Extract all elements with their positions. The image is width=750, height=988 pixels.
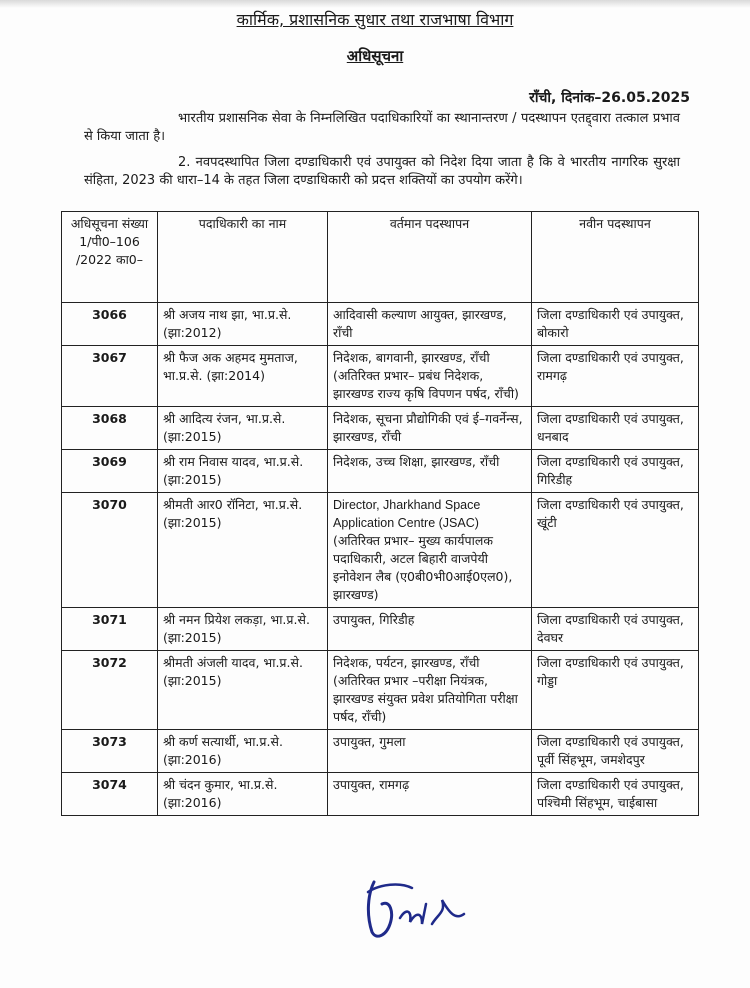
signature [360,874,470,944]
officer-name: श्री राम निवास यादव, भा.प्र.से. (झा:2015) [158,450,328,493]
table-row [62,450,699,493]
current-posting: उपायुक्त, रामगढ़ [328,773,532,816]
posting-table [61,211,699,816]
table-row [62,493,699,608]
current-posting-cell [328,493,532,608]
notification-number: 3066 [62,303,158,346]
scan-edge [0,0,750,8]
current-posting: उपायुक्त, गुमला [328,730,532,773]
notification-number: 3067 [62,346,158,407]
header-current-posting: वर्तमान पदस्थापन [328,212,532,303]
officer-name: श्री नमन प्रियेश लकड़ा, भा.प्र.से. (झा:2015) [158,608,328,651]
table-row [62,303,699,346]
notification-number: 3069 [62,450,158,493]
notification-title: अधिसूचना [346,47,404,65]
new-posting: जिला दण्डाधिकारी एवं उपायुक्त, खूंटी [532,493,699,608]
new-posting: जिला दण्डाधिकारी एवं उपायुक्त, देवघर [532,608,699,651]
notification-number: 3072 [62,651,158,730]
header-officer-name: पदाधिकारी का नाम [158,212,328,303]
table-row [62,608,699,651]
current-posting: उपायुक्त, गिरिडीह [328,608,532,651]
new-posting: जिला दण्डाधिकारी एवं उपायुक्त, गिरिडीह [532,450,699,493]
paragraph-2: 2. नवपदस्थापित जिला दण्डाधिकारी एवं उपायुक्त को निदेश दिया जाता है कि वे भारतीय नागरिक सुरक्षा संहिता, 2023 की धारा–14 के तहत जिला दण्डाधिकारी को प्रदत्त शक्तियों का उपयोग करेंगे। [84,155,680,188]
header-new-posting: नवीन पदस्थापन [532,212,699,303]
table-row [62,730,699,773]
table-row [62,346,699,407]
officer-name: श्री चंदन कुमार, भा.प्र.से. (झा:2016) [158,773,328,816]
current-posting: निदेशक, उच्च शिक्षा, झारखण्ड, राँची [328,450,532,493]
current-posting-english: Director, Jharkhand Space Application Centre (JSAC) [333,498,481,530]
officer-name: श्री फैज अक अहमद मुमताज, भा.प्र.से. (झा:2014) [158,346,328,407]
notification-number: 3068 [62,407,158,450]
notification-number: 3070 [62,493,158,608]
officer-name: श्री कर्ण सत्यार्थी, भा.प्र.से. (झा:2016) [158,730,328,773]
new-posting: जिला दण्डाधिकारी एवं उपायुक्त, पश्चिमी सिंहभूम, चाईबासा [532,773,699,816]
new-posting: जिला दण्डाधिकारी एवं उपायुक्त, गोड्डा [532,651,699,730]
notification-number: 3074 [62,773,158,816]
table-header-row [62,212,699,303]
current-posting: (अतिरिक्त प्रभार– मुख्य कार्यपालक पदाधिकारी, अटल बिहारी वाजपेयी इनोवेशन लैब (ए0बी0भी0आई0एल0), झारखण्ड) [333,533,513,602]
new-posting: जिला दण्डाधिकारी एवं उपायुक्त, रामगढ़ [532,346,699,407]
new-posting: जिला दण्डाधिकारी एवं उपायुक्त, धनबाद [532,407,699,450]
officer-name: श्रीमती अंजली यादव, भा.प्र.से. (झा:2015) [158,651,328,730]
new-posting: जिला दण्डाधिकारी एवं उपायुक्त, बोकारो [532,303,699,346]
header-notification-number: अधिसूचना संख्या 1/पी0–106 /2022 का0– [62,212,158,303]
table-row [62,651,699,730]
notification-number: 3073 [62,730,158,773]
new-posting: जिला दण्डाधिकारी एवं उपायुक्त, पूर्वी सिंहभूम, जमशेदपुर [532,730,699,773]
current-posting: निदेशक, सूचना प्रौद्योगिकी एवं ई–गवर्नेन्स, झारखण्ड, राँची [328,407,532,450]
current-posting: निदेशक, पर्यटन, झारखण्ड, राँची (अतिरिक्त प्रभार –परीक्षा नियंत्रक, झारखण्ड संयुक्त प्रवेश प्रतियोगिता परीक्षा पर्षद, राँची) [328,651,532,730]
table-row [62,407,699,450]
officer-name: श्रीमती आर0 रॉनिटा, भा.प्र.से. (झा:2015) [158,493,328,608]
table-row [62,773,699,816]
notification-number: 3071 [62,608,158,651]
place-date: राँची, दिनांक–26.05.2025 [529,90,690,106]
paragraph-1: भारतीय प्रशासनिक सेवा के निम्नलिखित पदाधिकारियों का स्थानान्तरण / पदस्थापन एतद्द्वारा तत्काल प्रभाव से किया जाता है। [84,111,680,144]
officer-name: श्री अजय नाथ झा, भा.प्र.से. (झा:2012) [158,303,328,346]
department-heading: कार्मिक, प्रशासनिक सुधार तथा राजभाषा विभाग [236,10,514,29]
current-posting: निदेशक, बागवानी, झारखण्ड, राँची (अतिरिक्त प्रभार– प्रबंध निदेशक, झारखण्ड राज्य कृषि विपणन पर्षद, राँची) [328,346,532,407]
current-posting: आदिवासी कल्याण आयुक्त, झारखण्ड, राँची [328,303,532,346]
officer-name: श्री आदित्य रंजन, भा.प्र.से. (झा:2015) [158,407,328,450]
